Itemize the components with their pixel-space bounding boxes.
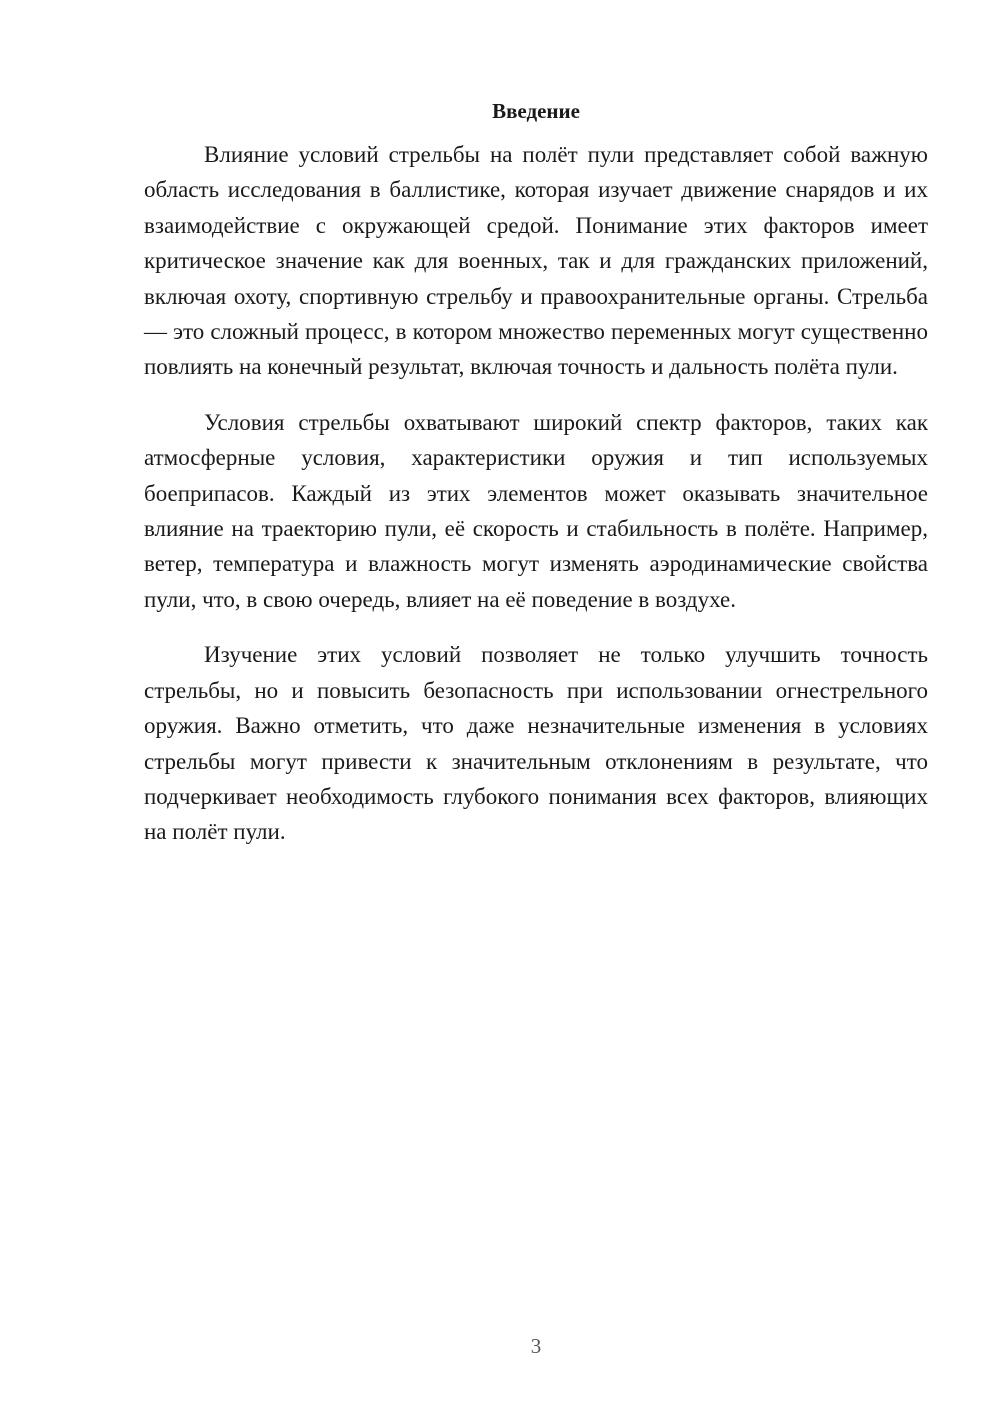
- paragraph-3: Изучение этих условий позволяет не только улучшить точность стрельбы, но и повысить безопасность при использовании огнестрельного оружия. Важно отметить, что даже незначительные изменения в условиях стрельбы могут привести к значительным отклонениям в результате, что подчеркивает необходимость глубокого понимания всех факторов, влияющих на полёт пули.: [144, 642, 928, 845]
- paragraph-1: Влияние условий стрельбы на полёт пули представляет собой важную область исследования в баллистике, которая изучает движение снарядов и их взаимодействие с окружающей средой. Понимание этих факторов имеет критическое значение как для военных, так и для гражданских приложений, включая охоту, спортивную стрельбу и правоохранительные органы. Стрельба — это сложный процесс, в котором множество переменных могут существенно повлиять на конечный результат, включая точность и дальность полёта пули.: [144, 142, 928, 380]
- paragraph-2: Условия стрельбы охватывают широкий спектр факторов, таких как атмосферные условия, характеристики оружия и тип используемых боеприпасов. Каждый из этих элементов может оказывать значительное влияние на траекторию пули, её скорость и стабильность в полёте. Например, ветер, температура и влажность могут изменять аэродинамические свойства пули, что, в свою очередь, влияет на её поведение в воздухе.: [144, 409, 928, 612]
- section-heading: Введение: [492, 99, 580, 123]
- page-content: [144, 95, 928, 870]
- page-number: 3: [530, 1334, 542, 1358]
